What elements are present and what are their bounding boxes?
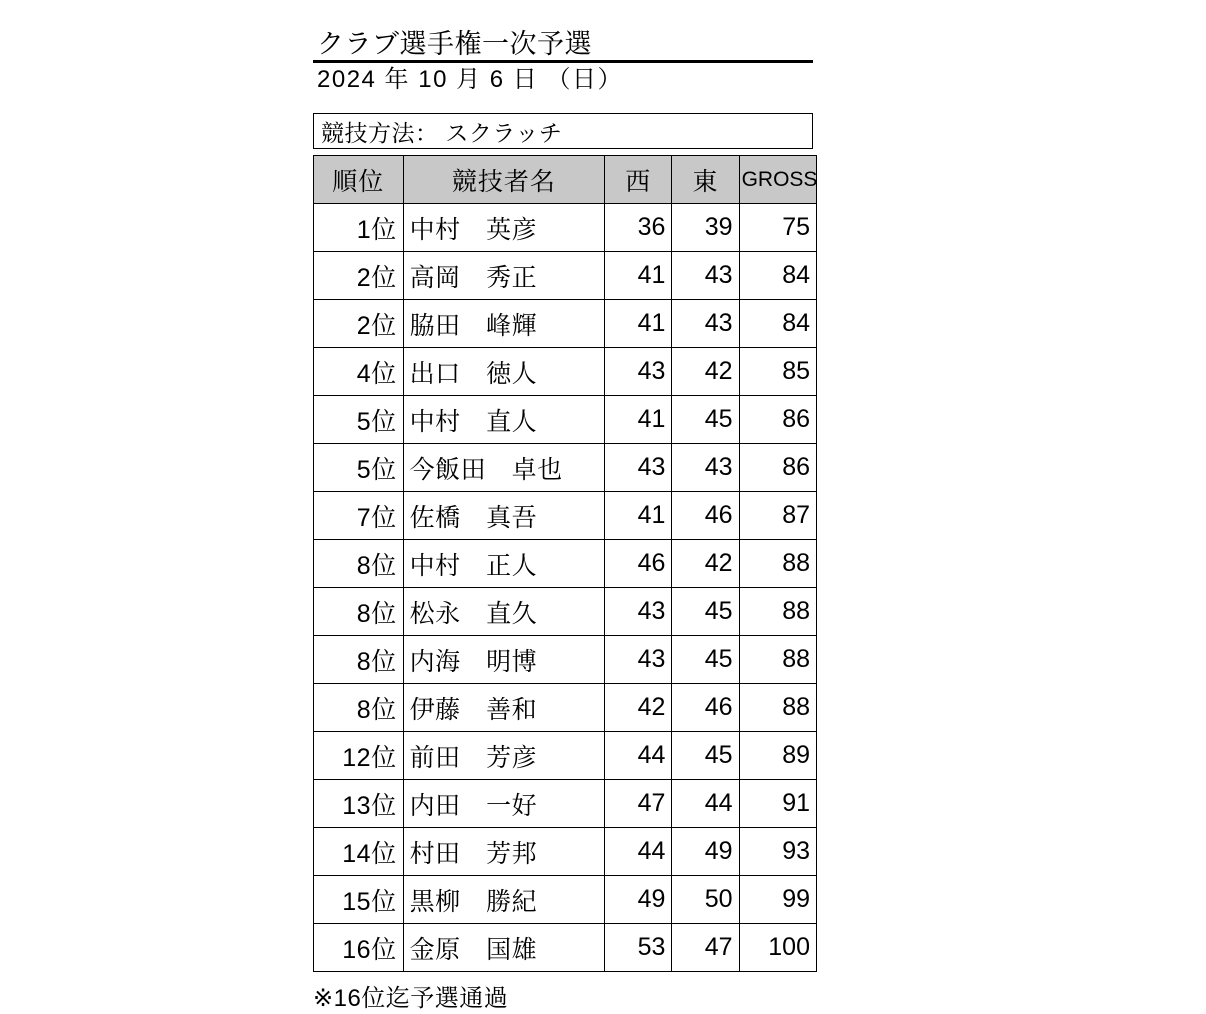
table-row: [314, 924, 817, 972]
cell-west-score: 41: [605, 252, 672, 300]
cell-west-score: 43: [605, 588, 672, 636]
cell-name: 村田 芳邦: [403, 828, 605, 876]
cell-east-score: 47: [672, 924, 739, 972]
cell-rank: 7位: [314, 492, 404, 540]
cell-rank: 2位: [314, 300, 404, 348]
table-row: [314, 876, 817, 924]
cell-rank: 8位: [314, 540, 404, 588]
cell-name: 出口 徳人: [403, 348, 605, 396]
table-row: [314, 780, 817, 828]
event-date: 2024 年 10 月 6 日 （日）: [317, 66, 623, 93]
column-header-west: 西: [605, 156, 672, 204]
cell-west-score: 47: [605, 780, 672, 828]
cell-west-score: 41: [605, 396, 672, 444]
cell-east-score: 43: [672, 300, 739, 348]
table-row: [314, 588, 817, 636]
table-row: [314, 732, 817, 780]
cell-east-score: 46: [672, 492, 739, 540]
cell-name: 伊藤 善和: [403, 684, 605, 732]
cell-gross-score: 86: [739, 396, 816, 444]
cell-gross-score: 88: [739, 588, 816, 636]
table-row: [314, 252, 817, 300]
cell-east-score: 42: [672, 348, 739, 396]
table-row: [314, 636, 817, 684]
table-header-row: [314, 156, 817, 204]
cell-name: 松永 直久: [403, 588, 605, 636]
cell-name: 中村 正人: [403, 540, 605, 588]
cell-name: 佐橋 真吾: [403, 492, 605, 540]
cell-rank: 13位: [314, 780, 404, 828]
competition-method-box: [313, 113, 813, 149]
competition-method-label: 競技方法： スクラッチ: [321, 119, 563, 146]
table-row: [314, 540, 817, 588]
cell-west-score: 53: [605, 924, 672, 972]
cell-gross-score: 88: [739, 636, 816, 684]
cell-west-score: 49: [605, 876, 672, 924]
cell-gross-score: 88: [739, 540, 816, 588]
cell-east-score: 45: [672, 588, 739, 636]
cell-name: 前田 芳彦: [403, 732, 605, 780]
cell-gross-score: 84: [739, 252, 816, 300]
cell-rank: 15位: [314, 876, 404, 924]
cell-east-score: 43: [672, 252, 739, 300]
table-row: [314, 828, 817, 876]
cell-east-score: 45: [672, 636, 739, 684]
cell-name: 黒柳 勝紀: [403, 876, 605, 924]
cell-west-score: 36: [605, 204, 672, 252]
cell-gross-score: 86: [739, 444, 816, 492]
cell-gross-score: 91: [739, 780, 816, 828]
cell-west-score: 43: [605, 636, 672, 684]
cell-gross-score: 85: [739, 348, 816, 396]
cell-rank: 8位: [314, 636, 404, 684]
qualification-footnote: ※16位迄予選通過: [313, 985, 509, 1012]
table-row: [314, 204, 817, 252]
cell-rank: 2位: [314, 252, 404, 300]
cell-gross-score: 89: [739, 732, 816, 780]
title-block: [313, 28, 813, 97]
cell-rank: 8位: [314, 684, 404, 732]
cell-name: 中村 直人: [403, 396, 605, 444]
table-row: [314, 300, 817, 348]
cell-east-score: 43: [672, 444, 739, 492]
cell-rank: 14位: [314, 828, 404, 876]
cell-rank: 5位: [314, 444, 404, 492]
cell-name: 金原 国雄: [403, 924, 605, 972]
column-header-rank: 順位: [314, 156, 404, 204]
cell-name: 脇田 峰輝: [403, 300, 605, 348]
table-row: [314, 684, 817, 732]
cell-gross-score: 75: [739, 204, 816, 252]
cell-rank: 1位: [314, 204, 404, 252]
column-header-gross: GROSS: [739, 156, 816, 204]
cell-rank: 16位: [314, 924, 404, 972]
cell-east-score: 45: [672, 396, 739, 444]
cell-west-score: 41: [605, 300, 672, 348]
column-header-name: 競技者名: [403, 156, 605, 204]
cell-gross-score: 88: [739, 684, 816, 732]
cell-name: 今飯田 卓也: [403, 444, 605, 492]
table-row: [314, 396, 817, 444]
cell-west-score: 43: [605, 348, 672, 396]
cell-west-score: 41: [605, 492, 672, 540]
cell-rank: 8位: [314, 588, 404, 636]
cell-west-score: 43: [605, 444, 672, 492]
cell-west-score: 44: [605, 732, 672, 780]
results-table: [313, 155, 817, 972]
cell-east-score: 45: [672, 732, 739, 780]
cell-gross-score: 99: [739, 876, 816, 924]
cell-east-score: 50: [672, 876, 739, 924]
cell-gross-score: 87: [739, 492, 816, 540]
cell-east-score: 46: [672, 684, 739, 732]
cell-name: 内海 明博: [403, 636, 605, 684]
cell-rank: 5位: [314, 396, 404, 444]
page-title: クラブ選手権一次予選: [313, 28, 813, 63]
cell-rank: 12位: [314, 732, 404, 780]
table-row: [314, 492, 817, 540]
cell-rank: 4位: [314, 348, 404, 396]
cell-name: 中村 英彦: [403, 204, 605, 252]
cell-gross-score: 100: [739, 924, 816, 972]
table-row: [314, 348, 817, 396]
cell-name: 内田 一好: [403, 780, 605, 828]
cell-name: 高岡 秀正: [403, 252, 605, 300]
cell-east-score: 39: [672, 204, 739, 252]
cell-gross-score: 84: [739, 300, 816, 348]
cell-west-score: 46: [605, 540, 672, 588]
cell-west-score: 42: [605, 684, 672, 732]
cell-east-score: 44: [672, 780, 739, 828]
column-header-east: 東: [672, 156, 739, 204]
table-row: [314, 444, 817, 492]
cell-west-score: 44: [605, 828, 672, 876]
cell-gross-score: 93: [739, 828, 816, 876]
cell-east-score: 49: [672, 828, 739, 876]
cell-east-score: 42: [672, 540, 739, 588]
